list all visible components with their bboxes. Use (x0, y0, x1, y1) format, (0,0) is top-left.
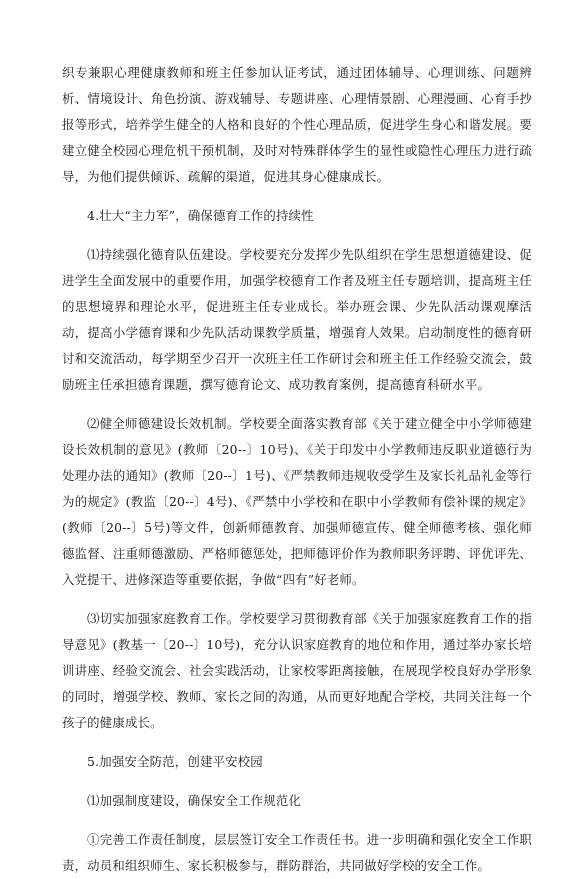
heading-system-building: ⑴加强制度建设，确保安全工作规范化 (87, 793, 302, 808)
heading-safety: 5.加强安全防范，创建平安校园 (87, 754, 263, 769)
paragraph-psych-health-continued: 织专兼职心理健康教师和班主任参加认证考试，通过团体辅导、心理训练、问题辨析、情境设计、角色扮演、游戏辅导、专题讲座、心理情景剧、心理漫画、心育手抄报等形式，培养学生健全的人格和良好的个性心理品质，促进学生身心和谐发展。要建立健全校园心理危机干预机制，及时对特殊群体学生的显性或隐性心理压力进行疏导，为他们提供倾诉、疏解的渠道，促进其身心健康成长。 (62, 65, 532, 184)
paragraph-family-education: ⑶切实加强家庭教育工作。学校要学习贯彻教育部《关于加强家庭教育工作的指导意见》(教基一〔20--〕10号)，充分认识家庭教育的地位和作用，通过举办家长培训讲座、经验交流会、社会实践活动，让家校零距离接触，在展现学校良好办学形象的同时，增强学校、教师、家长之间的沟通，从而更好地配合学校，共同关注每一个孩子的健康成长。 (62, 611, 532, 730)
paragraph-teacher-ethics: ⑵健全师德建设长效机制。学校要全面落实教育部《关于建立健全中小学师德建设长效机制的意见》(教师〔20--〕10号)、《关于印发中小学教师违反职业道德行为处理办法的通知》(教师〔20--〕1号)、《严禁教师违规收受学生及家长礼品礼金等行为的规定》(教监〔20--〕4号)、《严禁中小学校和在职中小学教师有偿补课的规定》(教师〔20--〕5号)等文件，创新师德教育、加强师德宣传、健全师德考核、强化师德监督、注重师德激励、严格师德惩处，把师德评价作为教师职务评聘、评优评先、入党提干、进修深造等重要依据，争做“四有”好老师。 (62, 416, 532, 587)
paragraph-teacher-team: ⑴持续强化德育队伍建设。学校要充分发挥少先队组织在学生思想道德建设、促进学生全面发展中的重要作用，加强学校德育工作者及班主任专题培训，提高班主任的思想境界和理论水平，促进班主任专业成长。举办班会课、少先队活动课观摩活动，提高小学德育课和少先队活动课教学质量，增强育人效果。启动制度性的德育研讨和交流活动，每学期至少召开一次班主任工作研讨会和班主任工作经验交流会，鼓励班主任承担德育课题，撰写德育论文、成功教育案例，提高德育科研水平。 (62, 247, 532, 392)
paragraph-responsibility: ①完善工作责任制度，层层签订安全工作责任书。进一步明确和强化安全工作职责，动员和组织师生、家长积极参与，群防群治，共同做好学校的安全工作。 (62, 832, 532, 873)
heading-main-force: 4.壮大“主力军”，确保德育工作的持续性 (87, 208, 314, 223)
